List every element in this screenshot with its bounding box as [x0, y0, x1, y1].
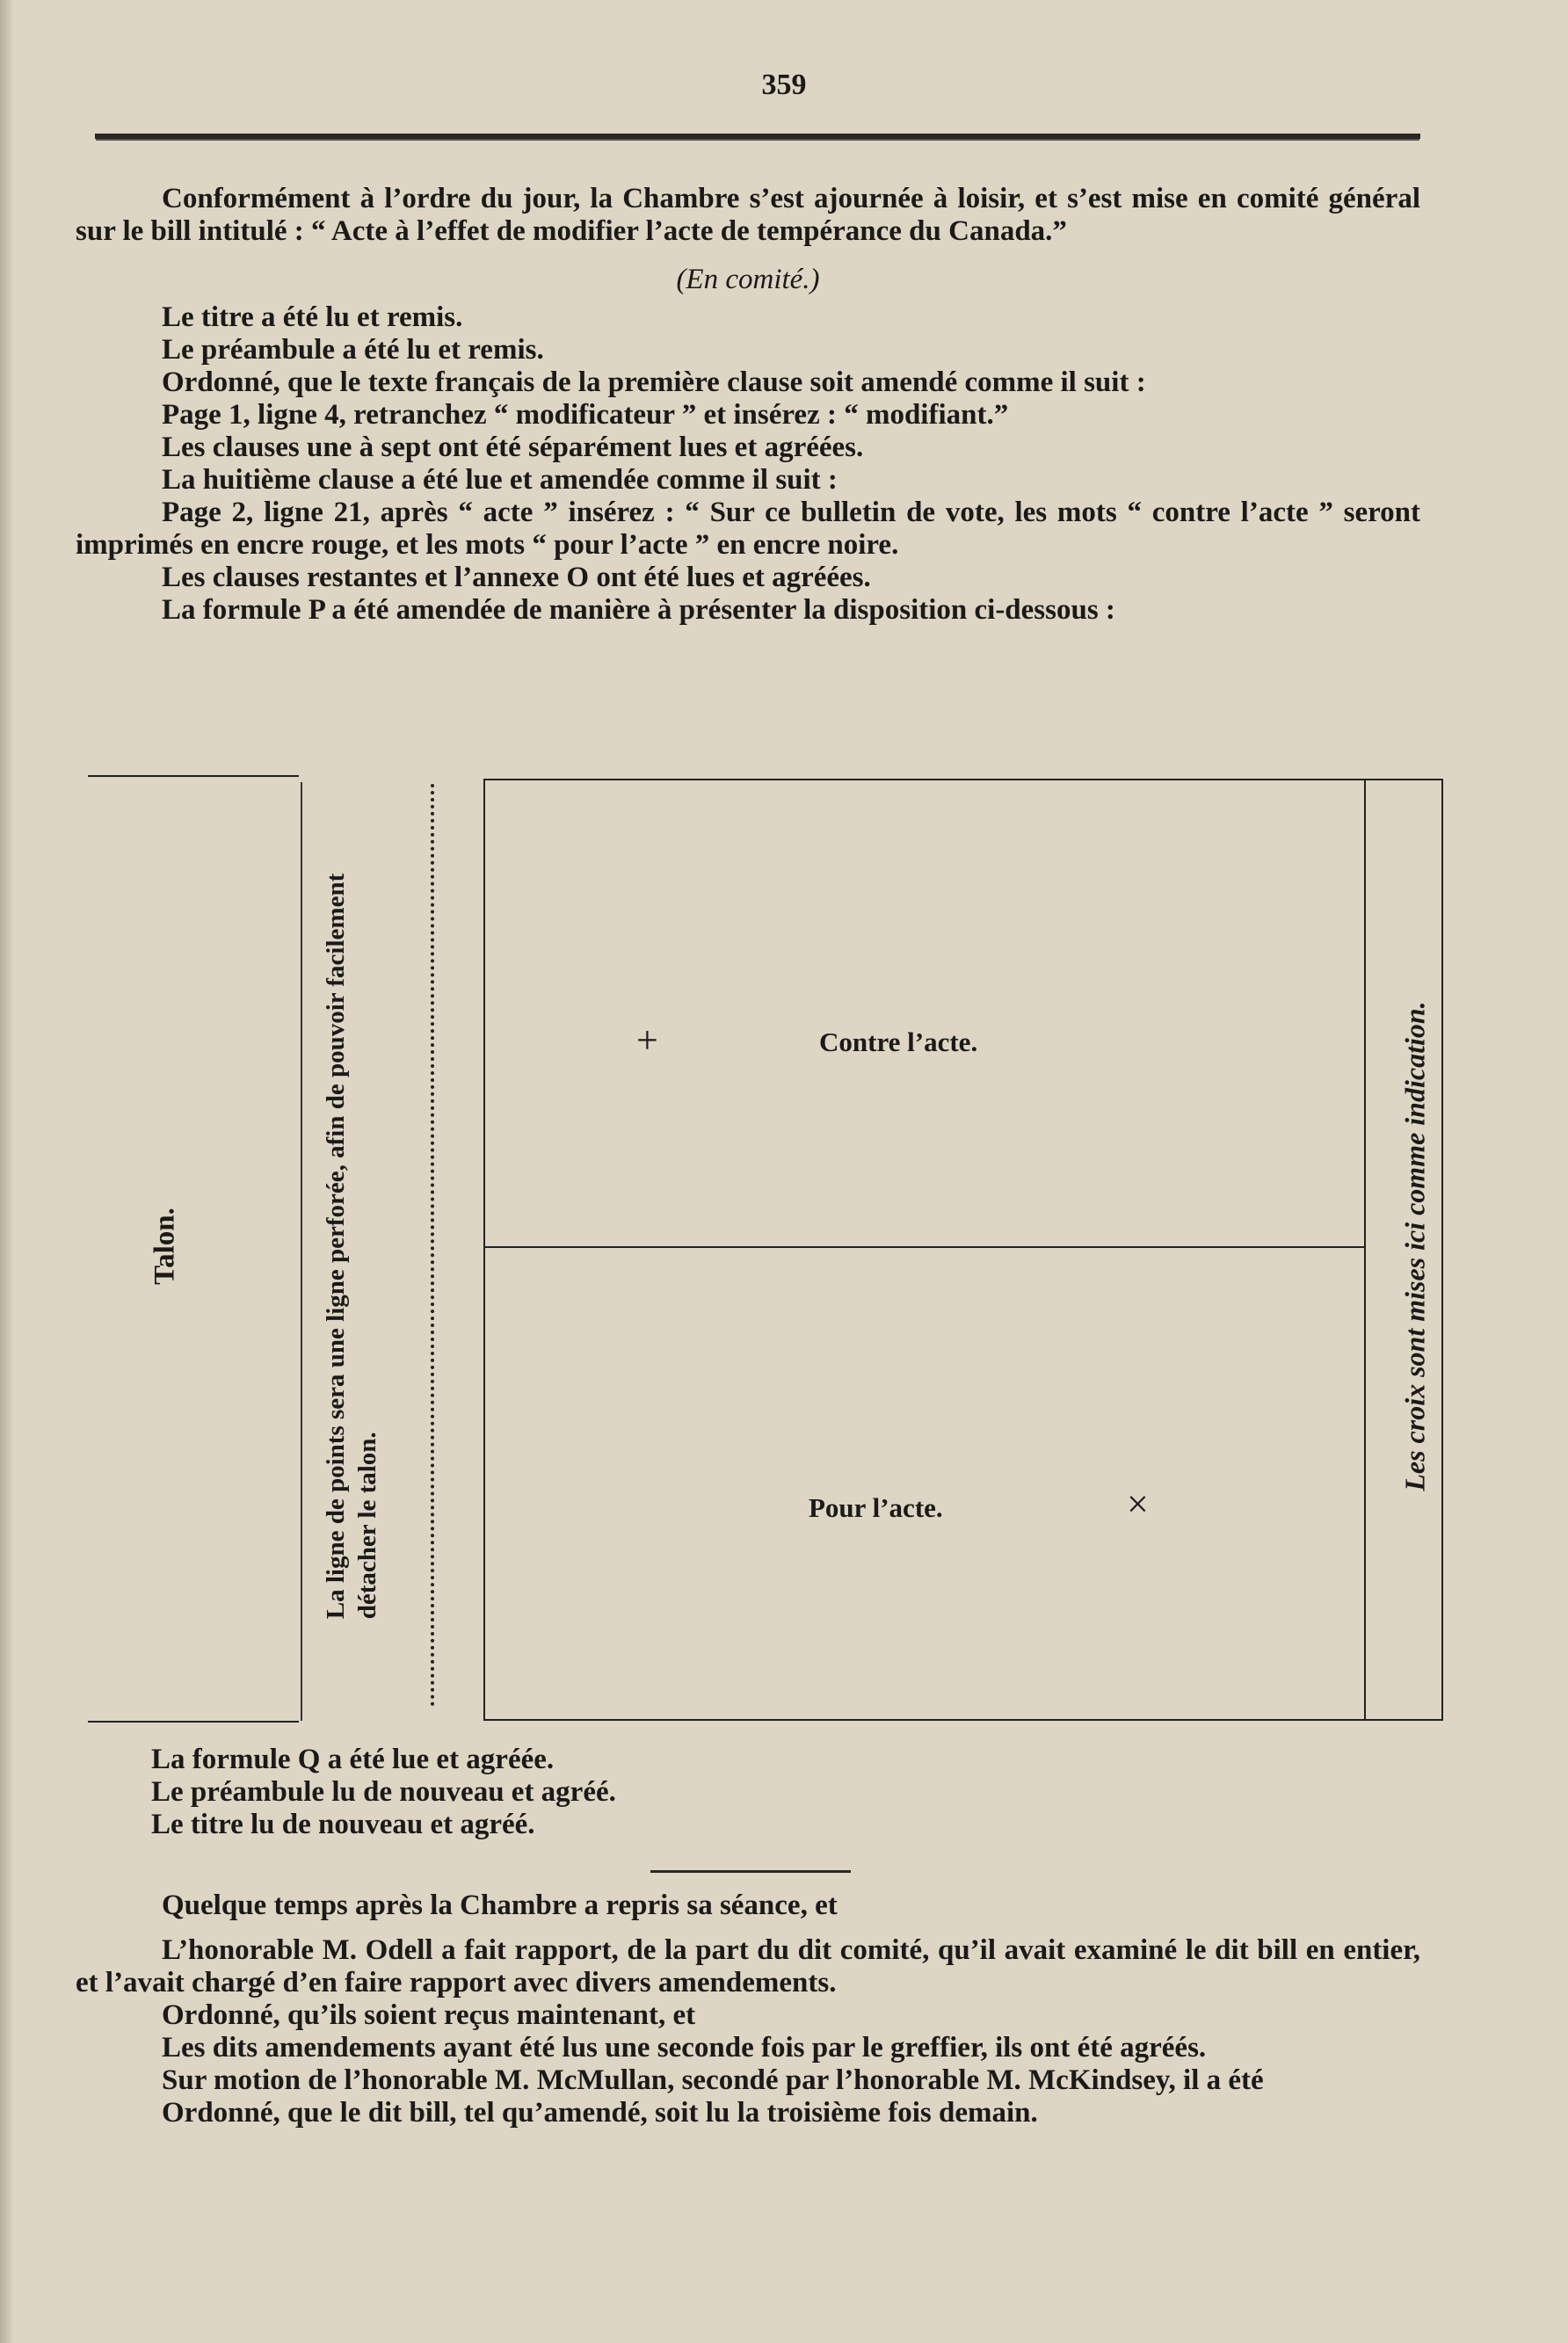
line-resumed-sitting: Quelque temps après la Chambre a repris sa séance, et: [162, 1890, 838, 1921]
stub-label: Talon.: [149, 1208, 181, 1285]
line-formula-q: La formule Q a été lue et agréée.: [151, 1744, 555, 1775]
ballot-inner-border: [1364, 780, 1366, 1719]
header-rule: [95, 134, 1420, 139]
line-ordered-received: Ordonné, qu’ils soient reçus maintenant, et: [162, 1999, 696, 2031]
against-label: Contre l’acte.: [819, 1026, 978, 1057]
paragraph-amendments-agreed: Les dits amendements ayant été lus une seconde fois par le greffier, ils ont été agréés.: [162, 2032, 1207, 2064]
text-block-formula: [76, 1744, 1420, 1841]
page-number: 359: [761, 69, 807, 101]
ballot-divider: [485, 1246, 1364, 1248]
line-remaining-clauses: Les clauses restantes et l’annexe O ont été lues et agréées.: [162, 562, 871, 593]
text-block-bottom: [76, 1890, 1420, 2129]
perforation-note: [320, 874, 383, 1619]
line-preamble-again: Le préambule lu de nouveau et agréé.: [151, 1776, 616, 1808]
text-block-top: [76, 183, 1420, 627]
committee-heading: (En comité.): [676, 264, 820, 295]
for-mark: ×: [1127, 1483, 1149, 1526]
paragraph-order-of-day: Conformément à l’ordre du jour, la Chambre s’est ajournée à loisir, et s’est mise en comité général sur le bill intitulé : “ Acte à l’effet de modifier l’acte de tempérance du Canada.”: [76, 183, 1420, 247]
line-clauses-agreed: Les clauses une à sept ont été séparément lues et agréées.: [162, 432, 864, 463]
ballot-form: [88, 772, 1431, 1730]
stub-divider: [301, 782, 302, 1721]
section-rule: [650, 1870, 851, 1873]
paragraph-motion: Sur motion de l’honorable M. McMullan, secondé par l’honorable M. McKindsey, il a été: [162, 2064, 1264, 2096]
for-label: Pour l’acte.: [809, 1492, 943, 1523]
line-title-again: Le titre lu de nouveau et agréé.: [151, 1809, 535, 1840]
ballot-box: [483, 779, 1443, 1721]
line-eighth-clause: La huitième clause a été lue et amendée comme il suit :: [162, 464, 838, 496]
page-edge: [0, 0, 12, 2343]
line-third-reading: Ordonné, que le dit bill, tel qu’amendé, soit lu la troisième fois demain.: [162, 2097, 1038, 2129]
line-formula-p: La formule P a été amendée de manière à présenter la disposition ci-dessous :: [162, 594, 1115, 626]
line-page1-amendment: Page 1, ligne 4, retranchez “ modificateur ” et insérez : “ modifiant.”: [162, 399, 1009, 431]
line-ordered-french-text: Ordonné, que le texte français de la première clause soit amendé comme il suit :: [162, 366, 1146, 398]
paragraph-report: L’honorable M. Odell a fait rapport, de la part du dit comité, qu’il avait examiné le dit bill en entier, et l’avait chargé d’en faire rapport avec divers amendements.: [76, 1934, 1420, 1998]
perforation-dotted-line: [431, 784, 434, 1707]
perforation-note-line-1: La ligne de points sera une ligne perforée, afin de pouvoir facilement: [322, 873, 350, 1620]
line-preamble-read: Le préambule a été lu et remis.: [162, 334, 544, 366]
line-title-read: Le titre a été lu et remis.: [162, 301, 463, 333]
stub-top-rule: [88, 775, 299, 777]
ballot-side-note: Les croix sont mises ici comme indication.: [1398, 1001, 1431, 1491]
paragraph-page2-amendment: Page 2, ligne 21, après “ acte ” insérez : “ Sur ce bulletin de vote, les mots “ contre l’acte ” seront imprimés en encre rouge, et les mots “ pour l’acte ” en encre noire.: [76, 497, 1420, 561]
stub-bottom-rule: [88, 1721, 299, 1723]
perforation-note-line-2: détacher le talon.: [353, 1432, 381, 1620]
against-mark: +: [636, 1019, 658, 1062]
